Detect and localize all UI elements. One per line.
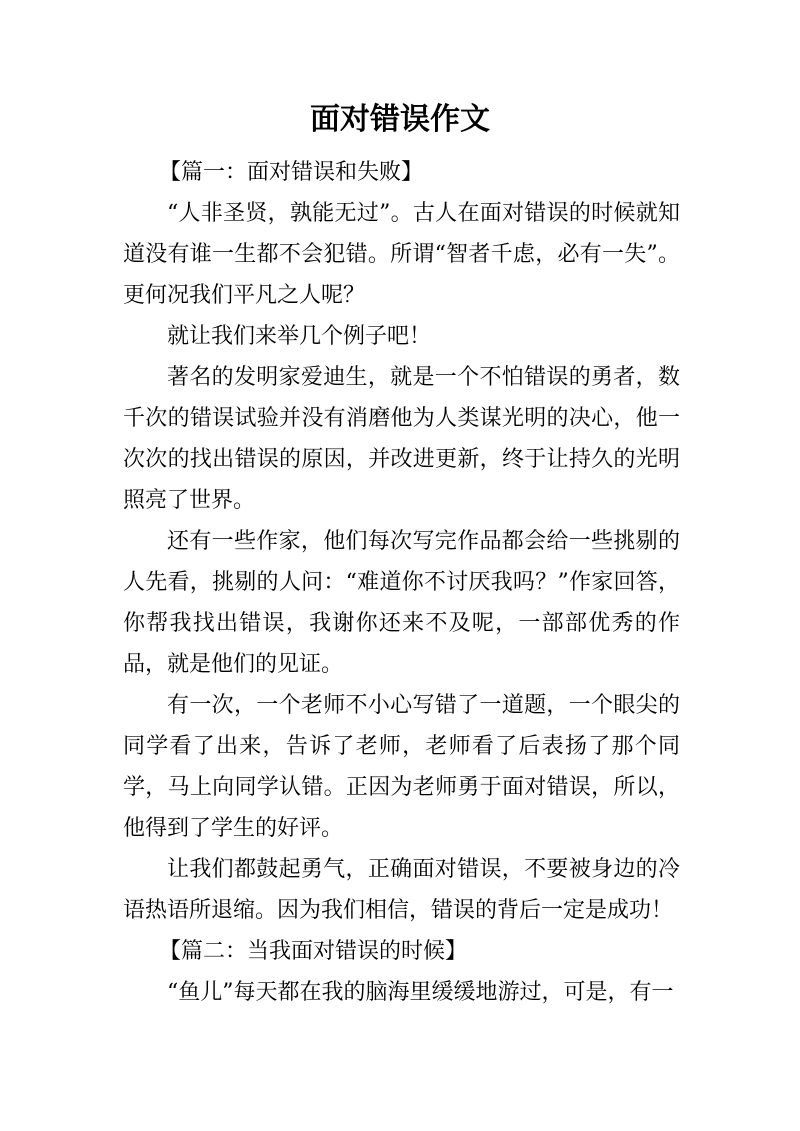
paragraph: 就让我们来举几个例子吧！ [167, 324, 432, 349]
paragraph: 还有一些作家，他们每次写完作品都会给一些挑剔的人先看，挑剔的人问：“难道你不讨厌我吗？”作家回答，你帮我找出错误，我谢你还来不及呢，一部部优秀的作品，就是他们的见证。 [123, 529, 680, 677]
paragraph: 有一次，一个老师不小心写错了一道题，一个眼尖的同学看了出来，告诉了老师，老师看了后表扬了那个同学，马上向同学认错。正因为老师勇于面对错误，所以，他得到了学生的好评。 [123, 693, 680, 841]
document-body [123, 152, 680, 1013]
paragraph: “人非圣贤，孰能无过”。古人在面对错误的时候就知道没有谁一生都不会犯错。所谓“智者千虑，必有一失”。更何况我们平凡之人呢？ [123, 201, 680, 308]
paragraph: 著名的发明家爱迪生，就是一个不怕错误的勇者，数千次的错误试验并没有消磨他为人类谋光明的决心，他一次次的找出错误的原因，并改进更新，终于让持久的光明照亮了世界。 [123, 365, 680, 513]
section-heading-1: 【篇一：面对错误和失败】 [159, 160, 424, 185]
section-heading-2: 【篇二：当我面对错误的时候】 [159, 939, 468, 964]
paragraph: “鱼儿”每天都在我的脑海里缓缓地游过，可是，有一 [167, 980, 674, 1005]
paragraph: 让我们都鼓起勇气，正确面对错误，不要被身边的冷语热语所退缩。因为我们相信，错误的背后一定是成功！ [123, 857, 680, 923]
document-title: 面对错误作文 [310, 102, 490, 137]
